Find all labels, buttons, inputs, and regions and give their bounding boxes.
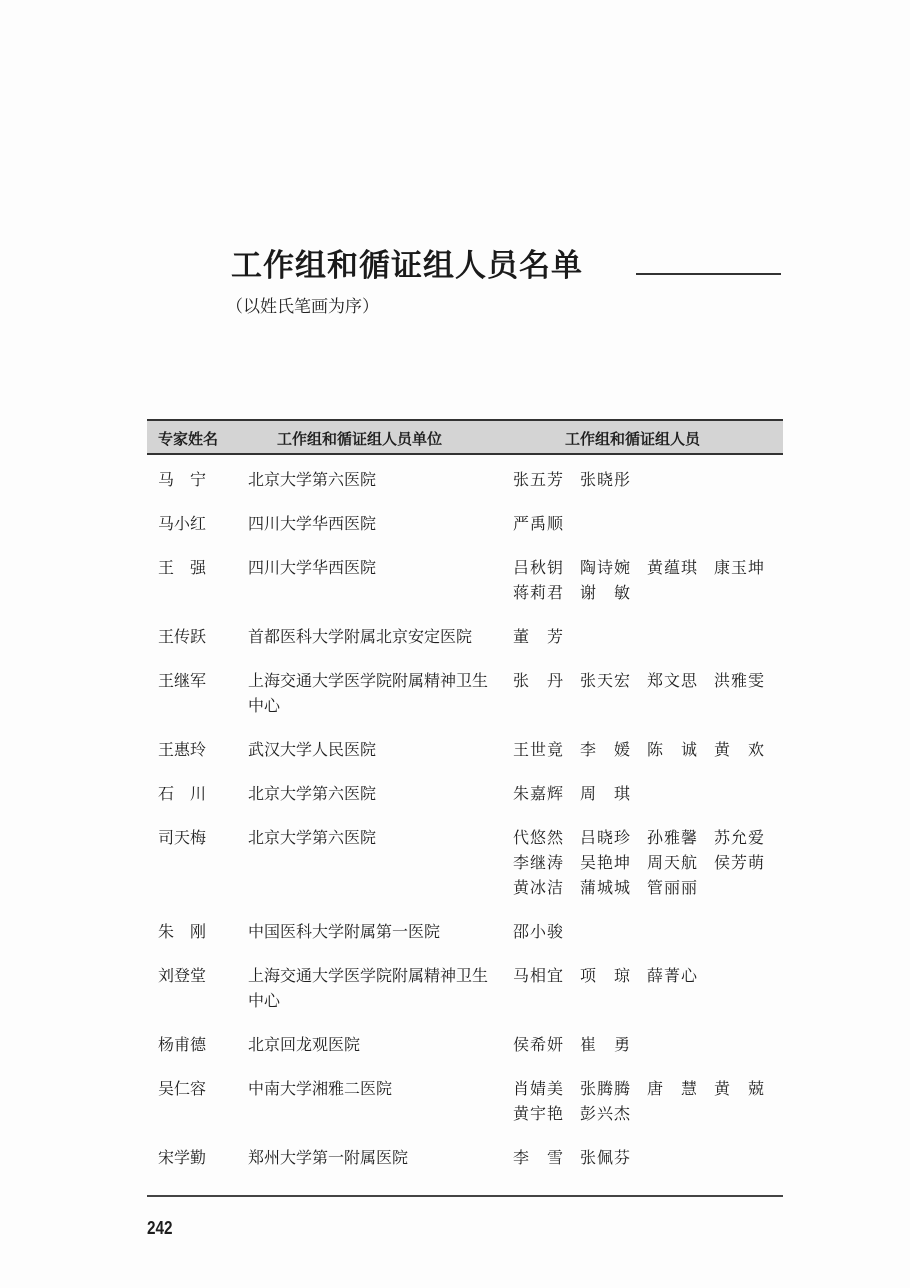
member-name: 彭兴杰 xyxy=(580,1104,630,1123)
table-row xyxy=(147,1032,783,1057)
member-name: 邵小骏 xyxy=(513,922,563,941)
member-name: 张五芳 xyxy=(513,470,563,489)
expert-name: 司天梅 xyxy=(158,828,207,847)
member-list xyxy=(513,963,783,988)
expert-name: 王传跃 xyxy=(158,627,207,646)
member-name: 朱嘉辉 xyxy=(513,784,563,803)
table-row xyxy=(147,1145,783,1170)
member-list xyxy=(513,1145,783,1170)
member-name: 吴艳坤 xyxy=(580,853,630,872)
expert-unit: 北京回龙观医院 xyxy=(248,1035,361,1054)
member-name: 周天航 xyxy=(647,853,697,872)
member-name: 黄兢 xyxy=(714,1079,764,1098)
member-name: 黄欢 xyxy=(714,740,764,759)
table-body xyxy=(147,455,783,1197)
member-name: 侯芳萌 xyxy=(714,853,764,872)
member-name: 李媛 xyxy=(580,740,630,759)
member-name: 崔勇 xyxy=(580,1035,630,1054)
table-row xyxy=(147,668,783,718)
expert-unit: 北京大学第六医院 xyxy=(248,784,377,803)
member-list xyxy=(513,919,783,944)
member-name: 谢敏 xyxy=(580,583,630,602)
page-title: 工作组和循证组人员名单 xyxy=(231,248,583,284)
expert-name: 王强 xyxy=(158,558,206,577)
expert-name: 马小红 xyxy=(158,514,207,533)
member-name: 唐慧 xyxy=(647,1079,697,1098)
header-expert: 专家姓名 xyxy=(158,430,219,448)
member-name: 蒲城城 xyxy=(580,878,630,897)
member-list xyxy=(513,1076,783,1126)
table-row xyxy=(147,825,783,900)
page-subtitle: （以姓氏笔画为序） xyxy=(226,297,379,317)
table-header xyxy=(147,419,783,455)
member-list xyxy=(513,1032,783,1057)
expert-name: 马宁 xyxy=(158,470,206,489)
expert-unit: 北京大学第六医院 xyxy=(248,828,377,847)
member-name: 黄宇艳 xyxy=(513,1104,563,1123)
expert-unit: 四川大学华西医院 xyxy=(248,514,377,533)
member-name: 薛菁心 xyxy=(647,966,697,985)
member-name: 侯希妍 xyxy=(513,1035,563,1054)
table-row xyxy=(147,963,783,1013)
table-row xyxy=(147,624,783,649)
page-number: 242 xyxy=(147,1218,173,1238)
member-name: 康玉坤 xyxy=(714,558,764,577)
member-name: 吕晓珍 xyxy=(580,828,630,847)
member-list xyxy=(513,668,783,693)
title-rule xyxy=(636,273,781,275)
expert-unit: 北京大学第六医院 xyxy=(248,470,377,489)
expert-unit: 武汉大学人民医院 xyxy=(248,740,377,759)
table-row xyxy=(147,919,783,944)
member-list xyxy=(513,825,783,900)
member-list xyxy=(513,737,783,762)
header-unit: 工作组和循证组人员单位 xyxy=(277,430,443,448)
member-list xyxy=(513,467,783,492)
table-row xyxy=(147,555,783,605)
member-name: 李雪 xyxy=(513,1148,563,1167)
personnel-table xyxy=(147,419,783,1197)
member-name: 董芳 xyxy=(513,627,563,646)
expert-unit: 中国医科大学附属第一医院 xyxy=(248,922,441,941)
expert-name: 宋学勤 xyxy=(158,1148,207,1167)
expert-name: 王惠玲 xyxy=(158,740,207,759)
header-members: 工作组和循证组人员 xyxy=(565,430,701,448)
member-name: 李继涛 xyxy=(513,853,563,872)
member-list xyxy=(513,555,783,605)
expert-name: 石川 xyxy=(158,784,206,803)
expert-unit: 首都医科大学附属北京安定医院 xyxy=(248,627,473,646)
table-row xyxy=(147,781,783,806)
member-name: 肖婧美 xyxy=(513,1079,563,1098)
member-name: 管丽丽 xyxy=(647,878,697,897)
expert-unit: 上海交通大学医学院附属精神卫生中心 xyxy=(248,671,489,715)
expert-unit: 上海交通大学医学院附属精神卫生中心 xyxy=(248,966,489,1010)
member-name: 王世竟 xyxy=(513,740,563,759)
member-name: 张天宏 xyxy=(580,671,630,690)
member-name: 吕秋钥 xyxy=(513,558,563,577)
member-name: 洪雅雯 xyxy=(714,671,764,690)
expert-name: 吴仁容 xyxy=(158,1079,207,1098)
member-list xyxy=(513,781,783,806)
expert-name: 朱刚 xyxy=(158,922,206,941)
member-name: 蒋莉君 xyxy=(513,583,563,602)
expert-name: 刘登堂 xyxy=(158,966,207,985)
member-name: 陶诗婉 xyxy=(580,558,630,577)
member-name: 郑文思 xyxy=(647,671,697,690)
table-row xyxy=(147,1076,783,1126)
member-name: 项琼 xyxy=(580,966,630,985)
member-name: 张腾腾 xyxy=(580,1079,630,1098)
member-name: 陈诚 xyxy=(647,740,697,759)
member-name: 张晓彤 xyxy=(580,470,630,489)
expert-name: 杨甫德 xyxy=(158,1035,207,1054)
member-name: 严禹顺 xyxy=(513,514,563,533)
member-name: 周琪 xyxy=(580,784,630,803)
member-name: 黄蕴琪 xyxy=(647,558,697,577)
table-row xyxy=(147,737,783,762)
member-name: 黄冰洁 xyxy=(513,878,563,897)
member-name: 张佩芬 xyxy=(580,1148,630,1167)
expert-unit: 四川大学华西医院 xyxy=(248,558,377,577)
member-name: 马相宜 xyxy=(513,966,563,985)
member-name: 张丹 xyxy=(513,671,563,690)
table-row xyxy=(147,467,783,492)
table-row xyxy=(147,511,783,536)
member-name: 代悠然 xyxy=(513,828,563,847)
expert-unit: 中南大学湘雅二医院 xyxy=(248,1079,393,1098)
expert-unit: 郑州大学第一附属医院 xyxy=(248,1148,409,1167)
member-list xyxy=(513,511,783,536)
member-name: 孙雅馨 xyxy=(647,828,697,847)
member-name: 苏允爱 xyxy=(714,828,764,847)
member-list xyxy=(513,624,783,649)
expert-name: 王继军 xyxy=(158,671,207,690)
